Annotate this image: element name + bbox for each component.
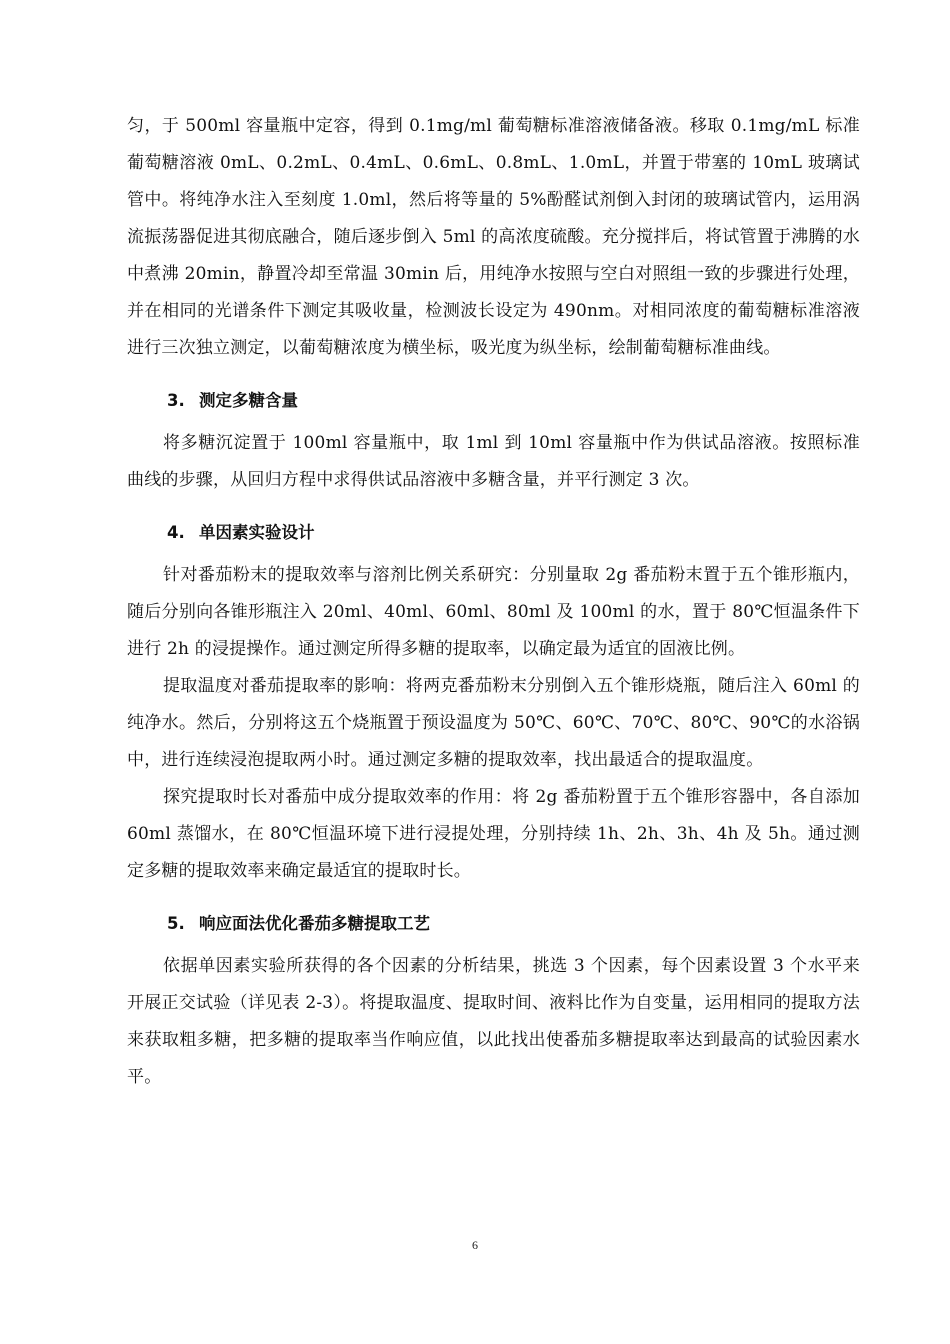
section-number: 5. (167, 914, 185, 933)
section-heading-4 (127, 514, 860, 551)
section-number: 3. (167, 391, 185, 410)
body-paragraph: 提取温度对番茄提取率的影响：将两克番茄粉末分别倒入五个锥形烧瓶，随后注入 60ml 的纯净水。然后，分别将这五个烧瓶置于预设温度为 50℃、60℃、70℃、80℃、90℃的水浴锅中，进行连续浸泡提取两小时。通过测定多糖的提取效率，找出最适合的提取温度。 (127, 676, 860, 770)
section-heading-5 (127, 905, 860, 942)
spacer (127, 499, 860, 514)
body-paragraph-continued: 匀，于 500ml 容量瓶中定容，得到 0.1mg/ml 葡萄糖标准溶液储备液。移取 0.1mg/mL 标准葡萄糖溶液 0mL、0.2mL、0.4mL、0.6mL、0.8mL、1.0mL，并置于带塞的 10mL 玻璃试管中。将纯净水注入至刻度 1.0ml，然后将等量的 5%酚醛试剂倒入封闭的玻璃试管内，运用涡流振荡器促进其彻底融合，随后逐步倒入 5ml 的高浓度硫酸。充分搅拌后，将试管置于沸腾的水中煮沸 20min，静置冷却至常温 30min 后，用纯净水按照与空白对照组一致的步骤进行处理，并在相同的光谱条件下测定其吸收量，检测波长设定为 490nm。对相同浓度的葡萄糖标准溶液进行三次独立测定，以葡萄糖浓度为横坐标，吸光度为纵坐标，绘制葡萄糖标准曲线。 (127, 116, 860, 358)
section-title: 测定多糖含量 (199, 391, 298, 410)
page-body (127, 108, 860, 1096)
spacer (127, 890, 860, 905)
body-paragraph: 探究提取时长对番茄中成分提取效率的作用：将 2g 番茄粉置于五个锥形容器中，各自添加 60ml 蒸馏水，在 80℃恒温环境下进行浸提处理，分别持续 1h、2h、3h、4h 及 5h。通过测定多糖的提取效率来确定最适宜的提取时长。 (127, 787, 860, 881)
section-number: 4. (167, 523, 185, 542)
body-paragraph: 针对番茄粉末的提取效率与溶剂比例关系研究：分别量取 2g 番茄粉末置于五个锥形瓶内，随后分别向各锥形瓶注入 20ml、40ml、60ml、80ml 及 100ml 的水，置于 80℃恒温条件下进行 2h 的浸提操作。通过测定所得多糖的提取率，以确定最为适宜的固液比例。 (127, 565, 860, 659)
body-paragraph: 依据单因素实验所获得的各个因素的分析结果，挑选 3 个因素，每个因素设置 3 个水平来开展正交试验（详见表 2-3）。将提取温度、提取时间、液料比作为自变量，运用相同的提取方法来获取粗多糖，把多糖的提取率当作响应值，以此找出使番茄多糖提取率达到最高的试验因素水平。 (127, 956, 860, 1087)
section-heading-3 (127, 382, 860, 419)
section-title: 单因素实验设计 (199, 523, 315, 542)
spacer (127, 367, 860, 382)
page-number: 6 (472, 1238, 478, 1252)
body-paragraph: 将多糖沉淀置于 100ml 容量瓶中，取 1ml 到 10ml 容量瓶中作为供试品溶液。按照标准曲线的步骤，从回归方程中求得供试品溶液中多糖含量，并平行测定 3 次。 (127, 433, 860, 490)
section-title: 响应面法优化番茄多糖提取工艺 (199, 914, 430, 933)
